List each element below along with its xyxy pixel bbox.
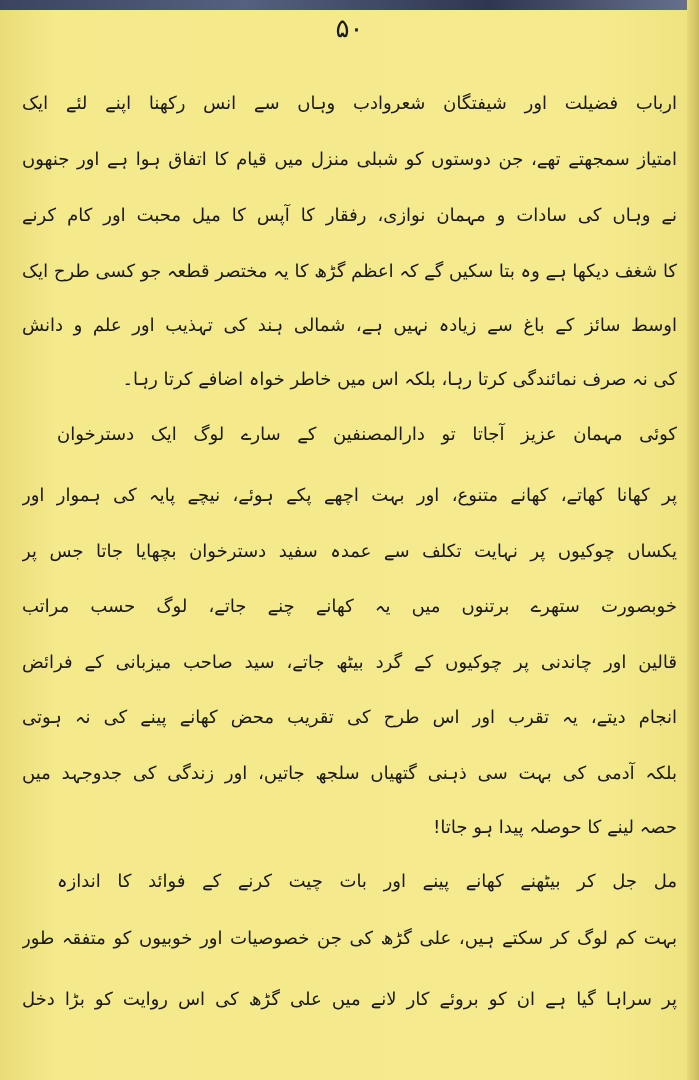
page-binding-edge: [687, 0, 699, 1080]
text-line: خوبصورت ستھرے برتنوں میں یہ کھانے چنے جاتے، لوگ حسب مراتب: [22, 596, 677, 617]
text-line: کی نہ صرف نمائندگی کرتا رہا، بلکہ اس میں خاطر خواہ اضافے کرتا رہا۔: [122, 369, 677, 390]
text-line: حصہ لینے کا حوصلہ پیدا ہو جاتا!: [433, 817, 677, 838]
text-line: امتیاز سمجھتے تھے، جن دوستوں کو شبلی منزل میں قیام کا اتفاق ہوا ہے اور جنھوں: [22, 149, 677, 170]
text-line: یکساں چوکیوں پر نہایت تکلف سے عمدہ سفید دسترخوان بچھایا جاتا جس پر: [22, 541, 677, 562]
text-line: ارباب فضیلت اور شیفتگان شعروادب وہاں سے انس رکھنا اپنے لئے ایک: [22, 93, 677, 114]
text-line: انجام دیتے، یہ تقرب اور اس طرح کی تقریب محض کھانے پینے کی نہ ہوتی: [22, 707, 677, 728]
text-line: بہت کم لوگ کر سکتے ہیں، علی گڑھ کی جن خصوصیات اور خوبیوں کو متفقہ طور: [22, 928, 677, 949]
text-line: پر کھانا کھاتے، کھانے متنوع، اور بہت اچھے پکے ہوئے، نیچے پایہ کی ہموار اور: [22, 485, 677, 506]
page-number: ۵۰: [335, 14, 364, 44]
scan-top-edge: [0, 0, 699, 10]
text-line: کا شغف دیکھا ہے وہ بتا سکیں گے کہ اعظم گڑھ کا یہ مختصر قطعہ جو کسی طرح ایک: [22, 261, 677, 282]
text-line: بلکہ آدمی کی بہت سی ذہنی گتھیاں سلجھ جاتیں، اور زندگی کی جدوجہد میں: [22, 763, 677, 784]
body-text: [22, 70, 677, 1060]
text-line: اوسط سائز کے باغ سے زیادہ نہیں ہے، شمالی ہند کی تہذیب اور علم و دانش: [22, 315, 677, 336]
paragraph-start-line: مل جل کر بیٹھنے کھانے پینے اور بات چیت کرنے کے فوائد کا اندازہ: [57, 871, 677, 892]
text-line: نے وہاں کی سادات و مہمان نوازی، رفقار کا آپس کا میل محبت اور کام کرنے: [22, 205, 677, 226]
text-line: پر سراہا گیا ہے ان کو بروئے کار لانے میں علی گڑھ کی اس روایت کو بڑا دخل: [22, 989, 677, 1010]
text-line: قالین اور چاندنی پر چوکیوں کے گرد بیٹھ جاتے، سید صاحب میزبانی کے فرائض: [22, 652, 677, 673]
paragraph-start-line: کوئی مہمان عزیز آجاتا تو دارالمصنفین کے سارے لوگ ایک دسترخوان: [57, 424, 677, 445]
